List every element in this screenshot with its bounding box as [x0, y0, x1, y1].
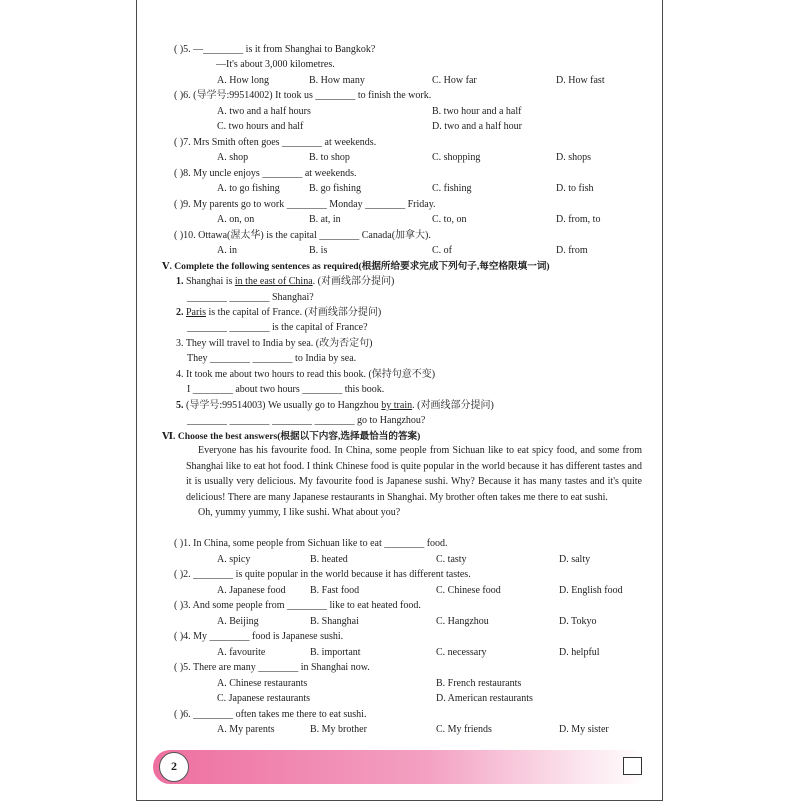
footer-square-icon: [623, 757, 642, 775]
sentence-5-2: [176, 307, 381, 319]
option-c[interactable]: C. necessary: [436, 647, 487, 658]
question-6-4: ( )4. My ________ food is Japanese sushi.: [174, 631, 344, 642]
page-number: 2: [159, 752, 189, 782]
question-6-3: ( )3. And some people from ________ like to eat heated food.: [174, 600, 421, 611]
reading-passage: [186, 443, 642, 521]
option-b[interactable]: B. to shop: [309, 152, 350, 163]
instruction: . (对画线部分提问): [412, 400, 494, 411]
option-b[interactable]: B. How many: [309, 75, 365, 86]
option-a[interactable]: A. favourite: [217, 647, 266, 658]
option-d[interactable]: D. My sister: [559, 724, 609, 735]
option-a[interactable]: A. on, on: [217, 214, 255, 225]
answer-line-5-4[interactable]: I ________ about two hours ________ this book.: [187, 384, 385, 395]
page-footer-bar: [153, 750, 648, 784]
question-6-6: ( )6. ________ often takes me there to eat sushi.: [174, 709, 367, 720]
sentence-5-3: 3. They will travel to India by sea. (改为否定句): [176, 338, 373, 349]
question-4-9: ( )9. My parents go to work ________ Monday ________ Friday.: [174, 199, 436, 210]
option-d[interactable]: D. from, to: [556, 214, 601, 225]
option-c[interactable]: C. Chinese food: [436, 585, 501, 596]
sentence-5-1: [176, 276, 394, 288]
option-a[interactable]: A. spicy: [217, 554, 251, 565]
option-c[interactable]: C. My friends: [436, 724, 492, 735]
option-a[interactable]: A. to go fishing: [217, 183, 280, 194]
option-c[interactable]: C. of: [432, 245, 452, 256]
option-d[interactable]: D. salty: [559, 554, 591, 565]
option-a[interactable]: A. How long: [217, 75, 269, 86]
item-number: 2.: [176, 307, 184, 318]
option-a[interactable]: A. Japanese food: [217, 585, 286, 596]
option-b[interactable]: B. Fast food: [310, 585, 360, 596]
question-6-2: ( )2. ________ is quite popular in the world because it has different tastes.: [174, 569, 471, 580]
question-6-1: ( )1. In China, some people from Sichuan like to eat ________ food.: [174, 538, 448, 549]
option-b[interactable]: B. is: [309, 245, 328, 256]
question-4-10: ( )10. Ottawa(渥太华) is the capital ________ Canada(加拿大).: [174, 230, 431, 241]
sentence-text: Shanghai is: [186, 276, 235, 287]
item-number: 1.: [176, 276, 184, 287]
option-b[interactable]: B. My brother: [310, 724, 367, 735]
question-4-7: ( )7. Mrs Smith often goes ________ at weekends.: [174, 137, 377, 148]
option-a[interactable]: A. two and a half hours: [217, 106, 311, 117]
option-a[interactable]: A. Chinese restaurants: [217, 678, 308, 689]
option-c[interactable]: C. Japanese restaurants: [217, 693, 311, 704]
option-d[interactable]: D. Tokyo: [559, 616, 597, 627]
answer-line-5-1[interactable]: ________ ________ Shanghai?: [187, 292, 314, 303]
underlined-phrase: Paris: [186, 307, 206, 318]
sentence-5-4: 4. It took me about two hours to read this book. (保持句意不变): [176, 369, 436, 380]
answer-line-5-3[interactable]: They ________ ________ to India by sea.: [187, 353, 357, 364]
option-b[interactable]: B. French restaurants: [436, 678, 522, 689]
instruction: . (对画线部分提问): [312, 276, 395, 287]
option-a[interactable]: A. in: [217, 245, 237, 256]
question-6-5: ( )5. There are many ________ in Shanghai now.: [174, 662, 370, 673]
option-d[interactable]: D. American restaurants: [436, 693, 533, 704]
option-c[interactable]: C. Hangzhou: [436, 616, 489, 627]
section-6-heading: Ⅵ. Choose the best answers(根据以下内容,选择最恰当的答案): [162, 431, 421, 442]
option-b[interactable]: B. at, in: [309, 214, 341, 225]
option-b[interactable]: B. go fishing: [309, 183, 361, 194]
item-number: 5.: [176, 400, 184, 411]
option-d[interactable]: D. two and a half hour: [432, 121, 522, 132]
option-c[interactable]: C. How far: [432, 75, 477, 86]
sentence-text: (导学号:99514003) We usually go to Hangzhou: [186, 400, 382, 411]
option-c[interactable]: C. two hours and half: [217, 121, 304, 132]
question-4-6: ( )6. (导学号:99514002) It took us ________ to finish the work.: [174, 90, 432, 101]
option-d[interactable]: D. helpful: [559, 647, 600, 658]
underlined-phrase: in the east of China: [234, 276, 313, 287]
option-a[interactable]: A. Beijing: [217, 616, 259, 627]
option-c[interactable]: C. fishing: [432, 183, 472, 194]
option-a[interactable]: A. shop: [217, 152, 249, 163]
option-b[interactable]: B. two hour and a half: [432, 106, 522, 117]
question-4-8: ( )8. My uncle enjoys ________ at weekends.: [174, 168, 357, 179]
sentence-text: is the capital of France. (对画线部分提问): [206, 307, 382, 318]
option-c[interactable]: C. to, on: [432, 214, 467, 225]
section-5-heading: Ⅴ. Complete the following sentences as required(根据所给要求完成下列句子,每空格限填一词): [162, 261, 550, 272]
option-b[interactable]: B. heated: [310, 554, 348, 565]
option-d[interactable]: D. English food: [559, 585, 623, 596]
passage-paragraph: Oh, yummy yummy, I like sushi. What about you?: [198, 507, 401, 518]
passage-paragraph: Everyone has his favourite food. In China, some people from Sichuan like to eat spicy food, and some from Shanghai like to eat hot food. I think Chinese food is quite popular in the world because it has different tastes and it is usually very delicious. My favourite food is Japanese sushi. Why? Because it has many tastes and it's quite delicious! There are many Japanese restaurants in Shanghai. My brother often takes me there to eat sushi.: [186, 445, 642, 503]
option-d[interactable]: D. How fast: [556, 75, 605, 86]
question-4-5-reply: —It's about 3,000 kilometres.: [216, 59, 335, 70]
option-d[interactable]: D. to fish: [556, 183, 594, 194]
sentence-5-5: [176, 400, 494, 412]
answer-line-5-2[interactable]: ________ ________ is the capital of France?: [187, 322, 368, 333]
option-d[interactable]: D. shops: [556, 152, 592, 163]
answer-line-5-5[interactable]: ________ ________ ________ ________ go to Hangzhou?: [187, 415, 426, 426]
option-c[interactable]: C. shopping: [432, 152, 481, 163]
underlined-phrase: by train: [381, 400, 413, 411]
option-b[interactable]: B. important: [310, 647, 361, 658]
question-4-5: ( )5. —________ is it from Shanghai to Bangkok?: [174, 44, 376, 55]
option-c[interactable]: C. tasty: [436, 554, 467, 565]
option-a[interactable]: A. My parents: [217, 724, 275, 735]
option-d[interactable]: D. from: [556, 245, 588, 256]
option-b[interactable]: B. Shanghai: [310, 616, 359, 627]
